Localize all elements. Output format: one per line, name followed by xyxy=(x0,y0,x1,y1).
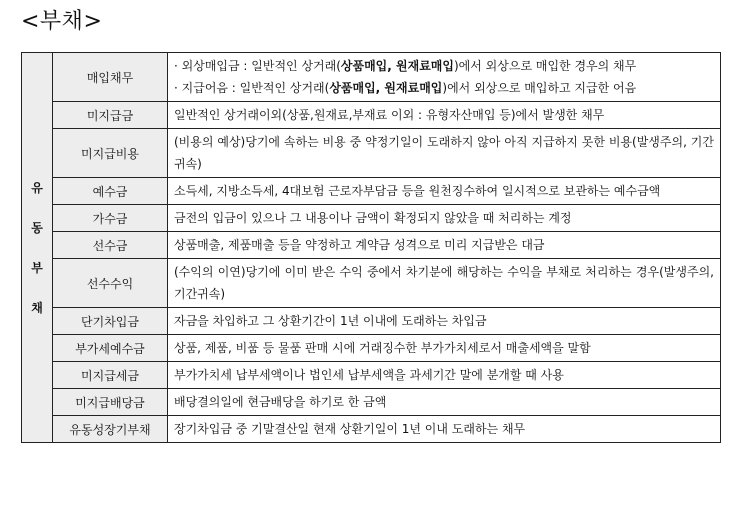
account-name: 매입채무 xyxy=(53,53,168,102)
table-row xyxy=(22,308,721,335)
description-line: · 외상매입금 : 일반적인 상거래(상품매입, 원재료매입)에서 외상으로 매입한 경우의 채무 xyxy=(174,59,637,73)
account-name: 미지급비용 xyxy=(53,129,168,178)
account-description: 일반적인 상거래이외(상품,원재료,부재료 이외 : 유형자산매입 등)에서 발생한 채무 xyxy=(168,102,721,129)
table-row xyxy=(22,416,721,443)
group-char: 채 xyxy=(31,300,43,315)
account-name: 예수금 xyxy=(53,178,168,205)
account-description: 상품매출, 제품매출 등을 약정하고 계약금 성격으로 미리 지급받은 대금 xyxy=(168,232,721,259)
table-row xyxy=(22,178,721,205)
group-char: 동 xyxy=(31,220,43,235)
account-name: 미지급금 xyxy=(53,102,168,129)
description-line: · 지급어음 : 일반적인 상거래(상품매입, 원재료매입)에서 외상으로 매입하고 지급한 어음 xyxy=(174,81,637,95)
account-name: 유동성장기부채 xyxy=(53,416,168,443)
account-description xyxy=(168,53,721,102)
group-label-current-liabilities xyxy=(22,53,53,443)
account-name: 미지급세금 xyxy=(53,362,168,389)
account-description: (수익의 이연)당기에 이미 받은 수익 중에서 차기분에 해당하는 수익을 부채로 처리하는 경우(발생주의, 기간귀속) xyxy=(168,259,721,308)
liabilities-table xyxy=(21,52,721,443)
table-row xyxy=(22,232,721,259)
table-row xyxy=(22,102,721,129)
table-row xyxy=(22,389,721,416)
account-name: 선수금 xyxy=(53,232,168,259)
account-description: 상품, 제품, 비품 등 물품 판매 시에 거래징수한 부가가치세로서 매출세액을 말함 xyxy=(168,335,721,362)
account-name: 부가세예수금 xyxy=(53,335,168,362)
table-row xyxy=(22,205,721,232)
table-row xyxy=(22,335,721,362)
account-name: 가수금 xyxy=(53,205,168,232)
account-name: 단기차입금 xyxy=(53,308,168,335)
account-name: 미지급배당금 xyxy=(53,389,168,416)
account-description: 소득세, 지방소득세, 4대보험 근로자부담금 등을 원천징수하여 일시적으로 보관하는 예수금액 xyxy=(168,178,721,205)
group-char: 부 xyxy=(31,260,43,275)
group-char: 유 xyxy=(31,180,43,195)
table-row xyxy=(22,259,721,308)
table-row xyxy=(22,53,721,102)
account-name: 선수수익 xyxy=(53,259,168,308)
table-row xyxy=(22,362,721,389)
page-title: <부채> xyxy=(21,9,103,34)
account-description: 금전의 입금이 있으나 그 내용이나 금액이 확정되지 않았을 때 처리하는 계정 xyxy=(168,205,721,232)
account-description: 부가가치세 납부세액이나 법인세 납부세액을 과세기간 말에 분개할 때 사용 xyxy=(168,362,721,389)
account-description: (비용의 예상)당기에 속하는 비용 중 약정기일이 도래하지 않아 아직 지급하지 못한 비용(발생주의, 기간귀속) xyxy=(168,129,721,178)
account-description: 자금을 차입하고 그 상환기간이 1년 이내에 도래하는 차입금 xyxy=(168,308,721,335)
account-description: 배당결의일에 현금배당을 하기로 한 금액 xyxy=(168,389,721,416)
account-description: 장기차입금 중 기말결산일 현재 상환기일이 1년 이내 도래하는 채무 xyxy=(168,416,721,443)
table-row xyxy=(22,129,721,178)
